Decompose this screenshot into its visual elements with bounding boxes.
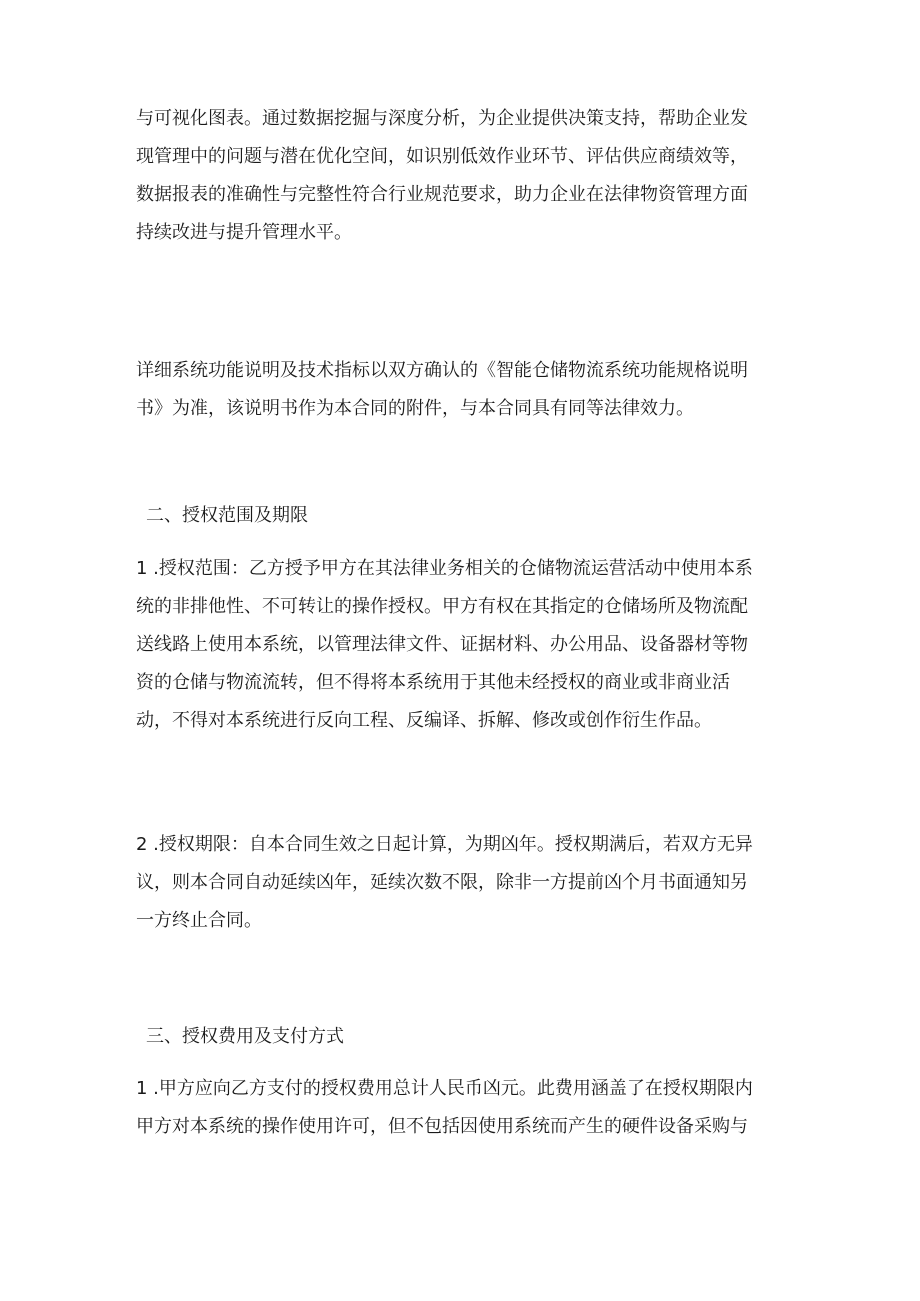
text-line: 持续改进与提升管理水平。 (136, 222, 352, 243)
text-line: 2 .授权期限：自本合同生效之日起计算，为期凶年。授权期满后，若双方无异 (136, 834, 753, 855)
text-line: 现管理中的问题与潜在优化空间，如识别低效作业环节、评估供应商绩效等， (136, 146, 748, 167)
section-heading-fees-payment: 三、授权费用及支付方式 (146, 1026, 344, 1047)
clause-authorization-scope (136, 550, 784, 740)
text-line: 动，不得对本系统进行反向工程、反编译、拆解、修改或创作衍生作品。 (136, 710, 712, 731)
section-heading-scope-term: 二、授权范围及期限 (146, 505, 308, 526)
clause-authorization-fee (136, 1070, 784, 1146)
text-line: 送线路上使用本系统，以管理法律文件、证据材料、办公用品、设备器材等物 (136, 634, 748, 655)
text-line: 议，则本合同自动延续凶年，延续次数不限，除非一方提前凶个月书面通知另 (136, 872, 748, 893)
paragraph-spec-reference (136, 352, 784, 428)
text-line: 甲方对本系统的操作使用许可，但不包括因使用系统而产生的硬件设备采购与 (136, 1116, 748, 1137)
text-line: 统的非排他性、不可转让的操作授权。甲方有权在其指定的仓储场所及物流配 (136, 596, 748, 617)
text-line: 书》为准，该说明书作为本合同的附件，与本合同具有同等法律效力。 (136, 398, 694, 419)
text-line: 数据报表的准确性与完整性符合行业规范要求，助力企业在法律物资管理方面 (136, 184, 748, 205)
text-line: 1 .甲方应向乙方支付的授权费用总计人民币凶元。此费用涵盖了在授权期限内 (136, 1078, 753, 1099)
clause-authorization-term (136, 826, 784, 940)
text-line: 1 .授权范围：乙方授予甲方在其法律业务相关的仓储物流运营活动中使用本系 (136, 558, 753, 579)
text-line: 一方终止合同。 (136, 910, 262, 931)
text-line: 详细系统功能说明及技术指标以双方确认的《智能仓储物流系统功能规格说明 (136, 360, 748, 381)
text-line: 与可视化图表。通过数据挖掘与深度分析，为企业提供决策支持，帮助企业发 (136, 108, 748, 129)
text-line: 资的仓储与物流流转，但不得将本系统用于其他未经授权的商业或非商业活 (136, 672, 730, 693)
paragraph-data-analysis (136, 100, 784, 252)
